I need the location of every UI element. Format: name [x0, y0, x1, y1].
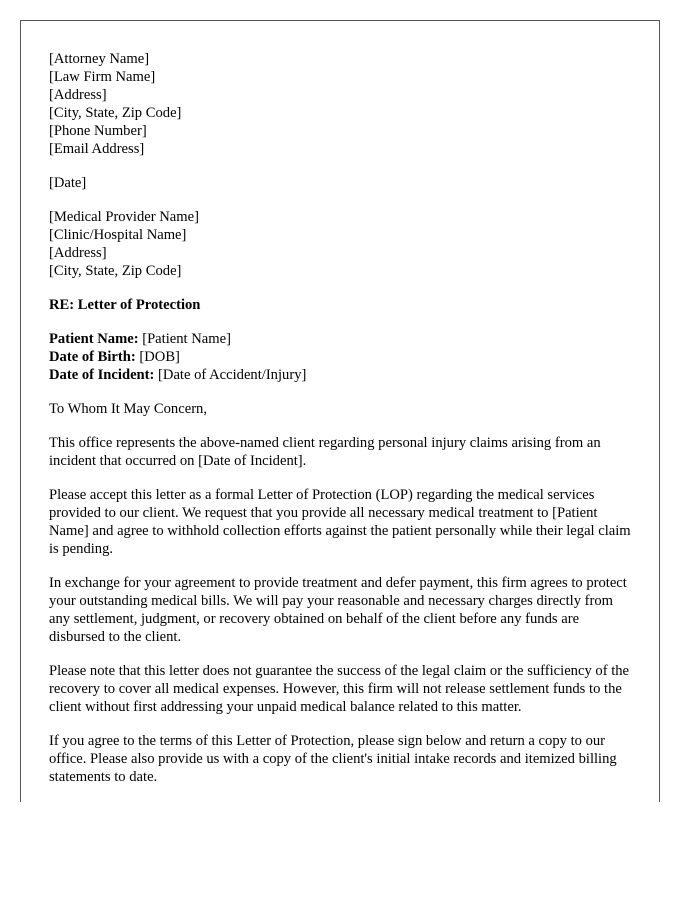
incident-label: Date of Incident: [49, 367, 155, 383]
attorney-name: [Attorney Name] [49, 51, 150, 67]
sender-city-state-zip: [City, State, Zip Code] [49, 105, 182, 121]
patient-name-row [49, 330, 634, 348]
letter-date: [Date] [49, 175, 87, 191]
law-firm-name: [Law Firm Name] [49, 69, 156, 85]
sender-block [49, 50, 634, 158]
incident-value: [Date of Accident/Injury] [154, 367, 307, 383]
patient-name-value: [Patient Name] [138, 331, 231, 347]
paragraph-lop-request: Please accept this letter as a formal Letter of Protection (LOP) regarding the medical services provided to our client. We request that you provide all necessary medical treatment to [Patient Name] and agree to withhold collection efforts against the patient personally while their legal claim is pending. [49, 487, 631, 557]
recipient-block [49, 208, 634, 280]
salutation: To Whom It May Concern, [49, 401, 207, 417]
sender-email: [Email Address] [49, 141, 145, 157]
incident-row [49, 366, 634, 384]
clinic-name: [Clinic/Hospital Name] [49, 227, 187, 243]
patient-name-label: Patient Name: [49, 331, 139, 347]
provider-name: [Medical Provider Name] [49, 209, 199, 225]
paragraph-representation: This office represents the above-named client regarding personal injury claims arising from an incident that occurred on [Date of Incident]. [49, 435, 601, 469]
recipient-city-state-zip: [City, State, Zip Code] [49, 263, 182, 279]
sender-phone: [Phone Number] [49, 123, 147, 139]
date-block [49, 174, 634, 192]
paragraph-disclaimer: Please note that this letter does not guarantee the success of the legal claim or the sufficiency of the recovery to cover all medical expenses. However, this firm will not release settlement funds to the client without first addressing your unpaid medical balance related to this matter. [49, 663, 630, 715]
paragraph-payment-agreement: In exchange for your agreement to provide treatment and defer payment, this firm agrees to protect your outstanding medical bills. We will pay your reasonable and necessary charges directly from any settlement, judgment, or recovery obtained on behalf of the client before any funds are disbursed to the client. [49, 575, 627, 645]
subject-line: RE: Letter of Protection [49, 297, 201, 313]
dob-row [49, 348, 634, 366]
letter-body [49, 50, 634, 802]
recipient-address: [Address] [49, 245, 107, 261]
subject-block [49, 296, 634, 314]
patient-info-block [49, 330, 634, 384]
sender-address: [Address] [49, 87, 107, 103]
letter-page [20, 20, 660, 802]
dob-value: [DOB] [135, 349, 180, 365]
paragraph-signature-request: If you agree to the terms of this Letter of Protection, please sign below and return a copy to our office. Please also provide us with a copy of the client's initial intake records and itemized billing statements to date. [49, 733, 617, 785]
dob-label: Date of Birth: [49, 349, 136, 365]
